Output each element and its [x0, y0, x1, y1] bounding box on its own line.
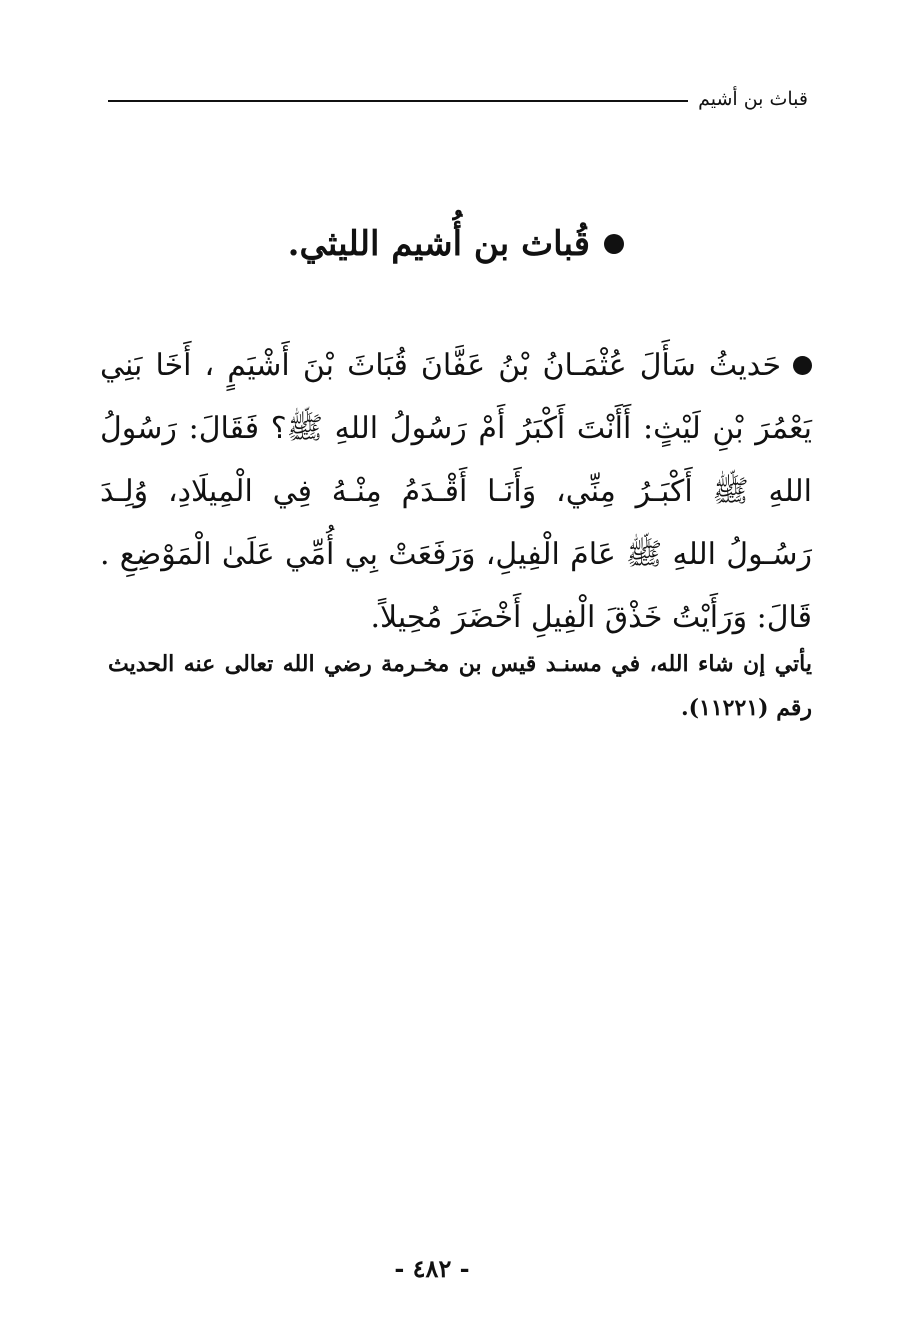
heading-bullet-icon [604, 234, 624, 254]
hadith-paragraph [100, 334, 812, 649]
cross-reference-note: يأتي إن شاء الله، في مسنـد قيس بن مخـرمة رضي الله تعالى عنه الحديث رقم (١١٢٢١). [108, 651, 812, 721]
chapter-heading-text: قُباث بن أُشيم الليثي. [287, 224, 590, 264]
running-header [108, 82, 808, 116]
hadith-paragraph-text: حَديثُ سَأَلَ عُثْمَـانُ بْنُ عَفَّانَ قُبَاثَ بْنَ أَشْيَمٍ ، أَخَا بَنِي يَعْمُرَ بْنِ لَيْثٍ: أَأَنْتَ أَكْبَرُ أَمْ رَسُولُ اللهِ ﷺ؟ فَقَالَ: رَسُولُ اللهِ ﷺ أَكْبَـرُ مِنِّي، وَأَنَـا أَقْـدَمُ مِنْـهُ فِي الْمِيلَادِ، وُلِـدَ رَسُـولُ اللهِ ﷺ عَامَ الْفِيلِ، وَرَفَعَتْ بِي أُمِّي عَلَىٰ الْمَوْضِعِ . قَالَ: وَرَأَيْتُ خَذْقَ الْفِيلِ أَخْضَرَ مُحِيلاً. [100, 348, 812, 635]
chapter-heading [200, 218, 624, 270]
hadith-bullet-icon [793, 356, 812, 375]
header-rule [108, 100, 688, 102]
page-number: - ٤٨٢ - [394, 1254, 470, 1283]
running-header-title: قباث بن أشيم [698, 88, 808, 110]
